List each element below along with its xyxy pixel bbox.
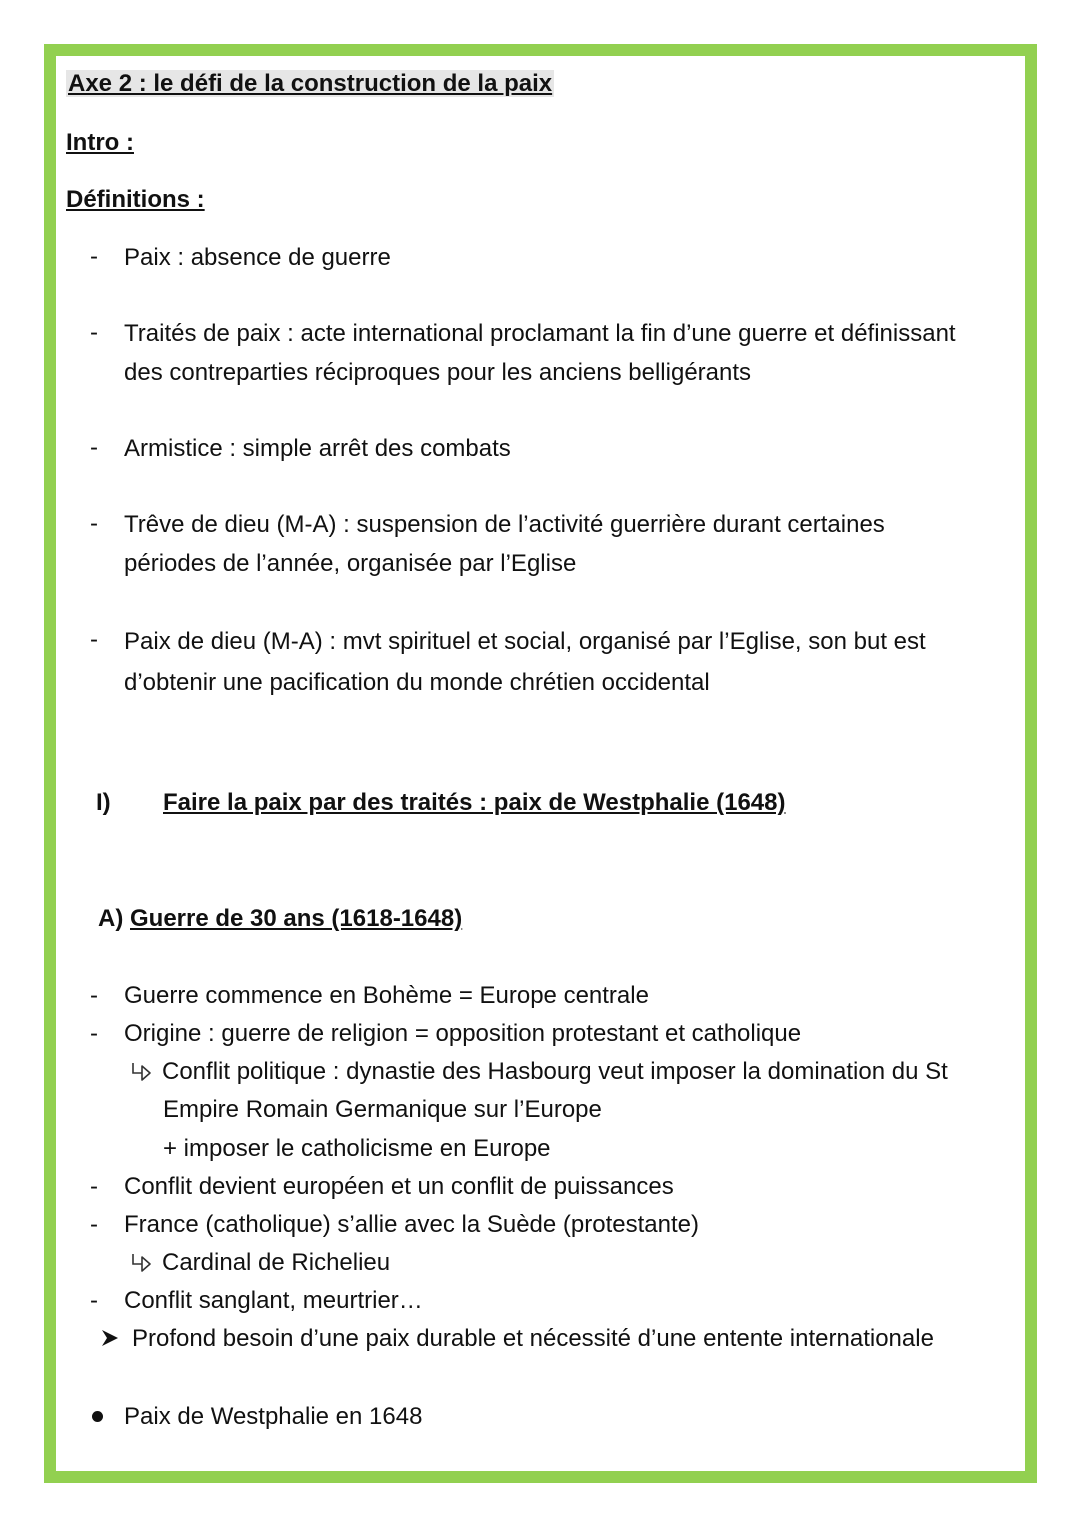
list-dash: - — [90, 1020, 98, 1047]
list-dash: - — [90, 1287, 98, 1314]
subsection-prefix: A) — [98, 905, 124, 932]
section-number: I) — [96, 789, 111, 816]
definition-treve — [124, 505, 885, 583]
list-dash: - — [90, 434, 98, 461]
subsection-title: Guerre de 30 ans (1618-1648) — [130, 905, 463, 932]
page-title-text: Axe 2 : le défi de la construction de la paix — [68, 70, 553, 97]
conclusion-text: Profond besoin d’une paix durable et nécessité d’une entente internationale — [132, 1325, 934, 1352]
definition-line: Trêve de dieu (M-A) : suspension de l’activité guerrière durant certaines — [124, 511, 885, 538]
sub-item-text: Conflit politique : dynastie des Hasbourg veut imposer la domination du St — [162, 1058, 948, 1085]
list-item: Conflit devient européen et un conflit de puissances — [124, 1173, 674, 1200]
sub-item — [130, 1053, 948, 1091]
arrowhead-bullet-icon — [100, 1328, 120, 1348]
bullet-dot-icon — [92, 1411, 103, 1422]
definition-line: Traités de paix : acte international proclamant la fin d’une guerre et définissant — [124, 320, 956, 347]
sub-item-continuation: + imposer le catholicisme en Europe — [163, 1135, 551, 1162]
definition-paix-de-dieu — [124, 621, 926, 703]
definition-armistice — [124, 429, 511, 468]
definition-traites — [124, 314, 956, 392]
sub-item — [130, 1244, 390, 1282]
definition-line: périodes de l’année, organisée par l’Eglise — [124, 550, 577, 577]
list-dash: - — [90, 243, 98, 270]
list-item: Conflit sanglant, meurtrier… — [124, 1287, 423, 1314]
list-dash: - — [90, 510, 98, 537]
list-dash: - — [90, 1211, 98, 1238]
sub-item-continuation: Empire Romain Germanique sur l’Europe — [163, 1096, 602, 1123]
page-title — [66, 65, 554, 103]
bullet-item — [92, 1398, 422, 1436]
subsection-heading — [98, 900, 462, 938]
list-dash: - — [90, 626, 98, 653]
definition-line: Paix de dieu (M-A) : mvt spirituel et social, organisé par l’Eglise, son but est — [124, 628, 926, 655]
sub-item-text: Cardinal de Richelieu — [162, 1249, 391, 1276]
conclusion — [100, 1320, 934, 1358]
list-dash: - — [90, 982, 98, 1009]
list-dash: - — [90, 1173, 98, 1200]
section-title: Faire la paix par des traités : paix de Westphalie (1648) — [163, 789, 786, 816]
list-dash: - — [90, 319, 98, 346]
definition-line: des contreparties réciproques pour les anciens belligérants — [124, 359, 752, 386]
definition-line: Paix : absence de guerre — [124, 244, 391, 271]
bullet-text: Paix de Westphalie en 1648 — [124, 1403, 423, 1430]
definition-line: Armistice : simple arrêt des combats — [124, 435, 511, 462]
definitions-heading: Définitions : — [66, 186, 205, 213]
hook-arrow-icon — [130, 1062, 152, 1082]
list-item: Guerre commence en Bohème = Europe centrale — [124, 982, 649, 1009]
definition-paix — [124, 238, 391, 277]
list-item: Origine : guerre de religion = opposition protestant et catholique — [124, 1020, 802, 1047]
hook-arrow-icon — [130, 1253, 152, 1273]
list-item: France (catholique) s’allie avec la Suède (protestante) — [124, 1211, 699, 1238]
definition-line: d’obtenir une pacification du monde chrétien occidental — [124, 669, 710, 696]
intro-heading: Intro : — [66, 129, 134, 156]
